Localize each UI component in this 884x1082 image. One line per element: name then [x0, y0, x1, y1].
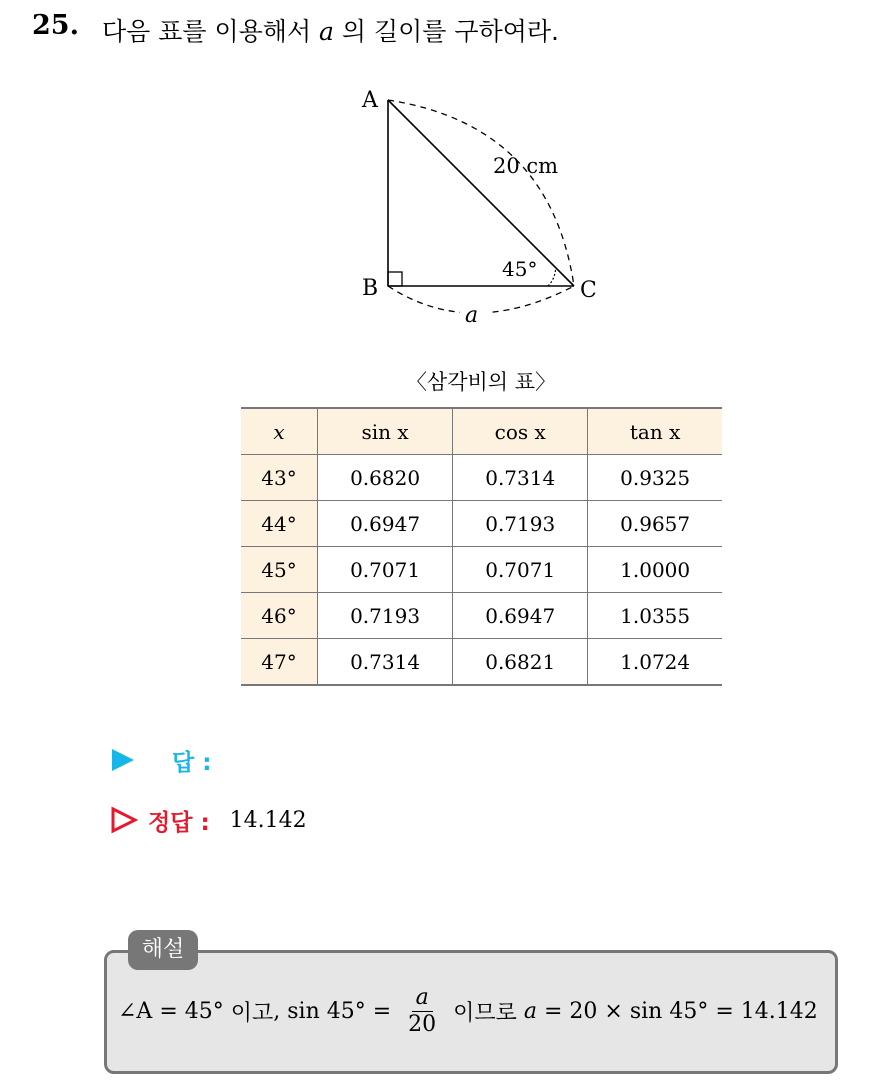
header-x: x — [241, 408, 318, 455]
angle-cell: 45° — [241, 547, 318, 593]
tan-cell: 1.0355 — [588, 593, 722, 639]
question-text-after: 의 길이를 구하여라. — [333, 17, 559, 46]
angle-cell: 47° — [241, 639, 318, 686]
outline-triangle-icon — [110, 806, 138, 834]
fraction-denominator: 20 — [408, 1012, 437, 1037]
base-variable-label: a — [465, 303, 479, 328]
tan-cell: 1.0000 — [588, 547, 722, 593]
filled-triangle-icon — [110, 747, 136, 773]
trig-ratio-table — [241, 407, 722, 686]
sin-cell: 0.7193 — [318, 593, 453, 639]
fraction-numerator: a — [412, 985, 433, 1012]
answer-label: 답 : — [172, 749, 212, 776]
formula-sin: , sin 45° = — [273, 999, 399, 1024]
cos-cell: 0.7071 — [453, 547, 588, 593]
right-angle-mark — [388, 272, 402, 286]
table-row — [241, 501, 722, 547]
side-ac — [388, 100, 574, 286]
angle-c-label: 45° — [502, 257, 538, 281]
header-cos: cos x — [453, 408, 588, 455]
correct-answer-label: 정답 : — [148, 809, 210, 836]
explanation-formula — [118, 985, 818, 1038]
sin-cell: 0.7314 — [318, 639, 453, 686]
point-a-label: A — [362, 88, 378, 113]
table-row — [241, 455, 722, 501]
triangle-figure — [350, 80, 610, 330]
sin-cell: 0.6947 — [318, 501, 453, 547]
formula-fraction — [404, 985, 440, 1038]
explanation-tab: 해설 — [128, 930, 198, 970]
formula-connector-1: 이고 — [230, 1001, 274, 1026]
point-c-label: C — [580, 278, 597, 303]
formula-variable: a — [523, 999, 538, 1024]
question-variable: a — [319, 17, 334, 46]
table-row — [241, 547, 722, 593]
question-number: 25. — [32, 10, 79, 41]
angle-cell: 44° — [241, 501, 318, 547]
tan-cell: 0.9657 — [588, 501, 722, 547]
sin-cell: 0.6820 — [318, 455, 453, 501]
table-header-row — [241, 408, 722, 455]
table-row — [241, 639, 722, 686]
cos-cell: 0.7314 — [453, 455, 588, 501]
hypotenuse-length-label: 20 cm — [493, 154, 559, 178]
tan-cell: 0.9325 — [588, 455, 722, 501]
answer-row — [110, 744, 211, 776]
formula-connector-2: 이므로 — [446, 1001, 524, 1026]
correct-answer-row — [110, 804, 307, 836]
header-tan: tan x — [588, 408, 722, 455]
correct-answer-value: 14.142 — [229, 807, 307, 833]
formula-angle: ∠A = 45° — [118, 999, 231, 1024]
sin-cell: 0.7071 — [318, 547, 453, 593]
formula-result: = 20 × sin 45° = 14.142 — [537, 999, 818, 1024]
question-text — [102, 12, 559, 48]
angle-cell: 46° — [241, 593, 318, 639]
cos-cell: 0.7193 — [453, 501, 588, 547]
cos-cell: 0.6821 — [453, 639, 588, 686]
question-text-before: 다음 표를 이용해서 — [102, 17, 320, 46]
tan-cell: 1.0724 — [588, 639, 722, 686]
angle-cell: 43° — [241, 455, 318, 501]
table-title: 〈삼각비의 표〉 — [405, 370, 557, 394]
header-sin: sin x — [318, 408, 453, 455]
angle-arc — [548, 268, 556, 286]
point-b-label: B — [362, 276, 379, 301]
table-row — [241, 593, 722, 639]
cos-cell: 0.6947 — [453, 593, 588, 639]
